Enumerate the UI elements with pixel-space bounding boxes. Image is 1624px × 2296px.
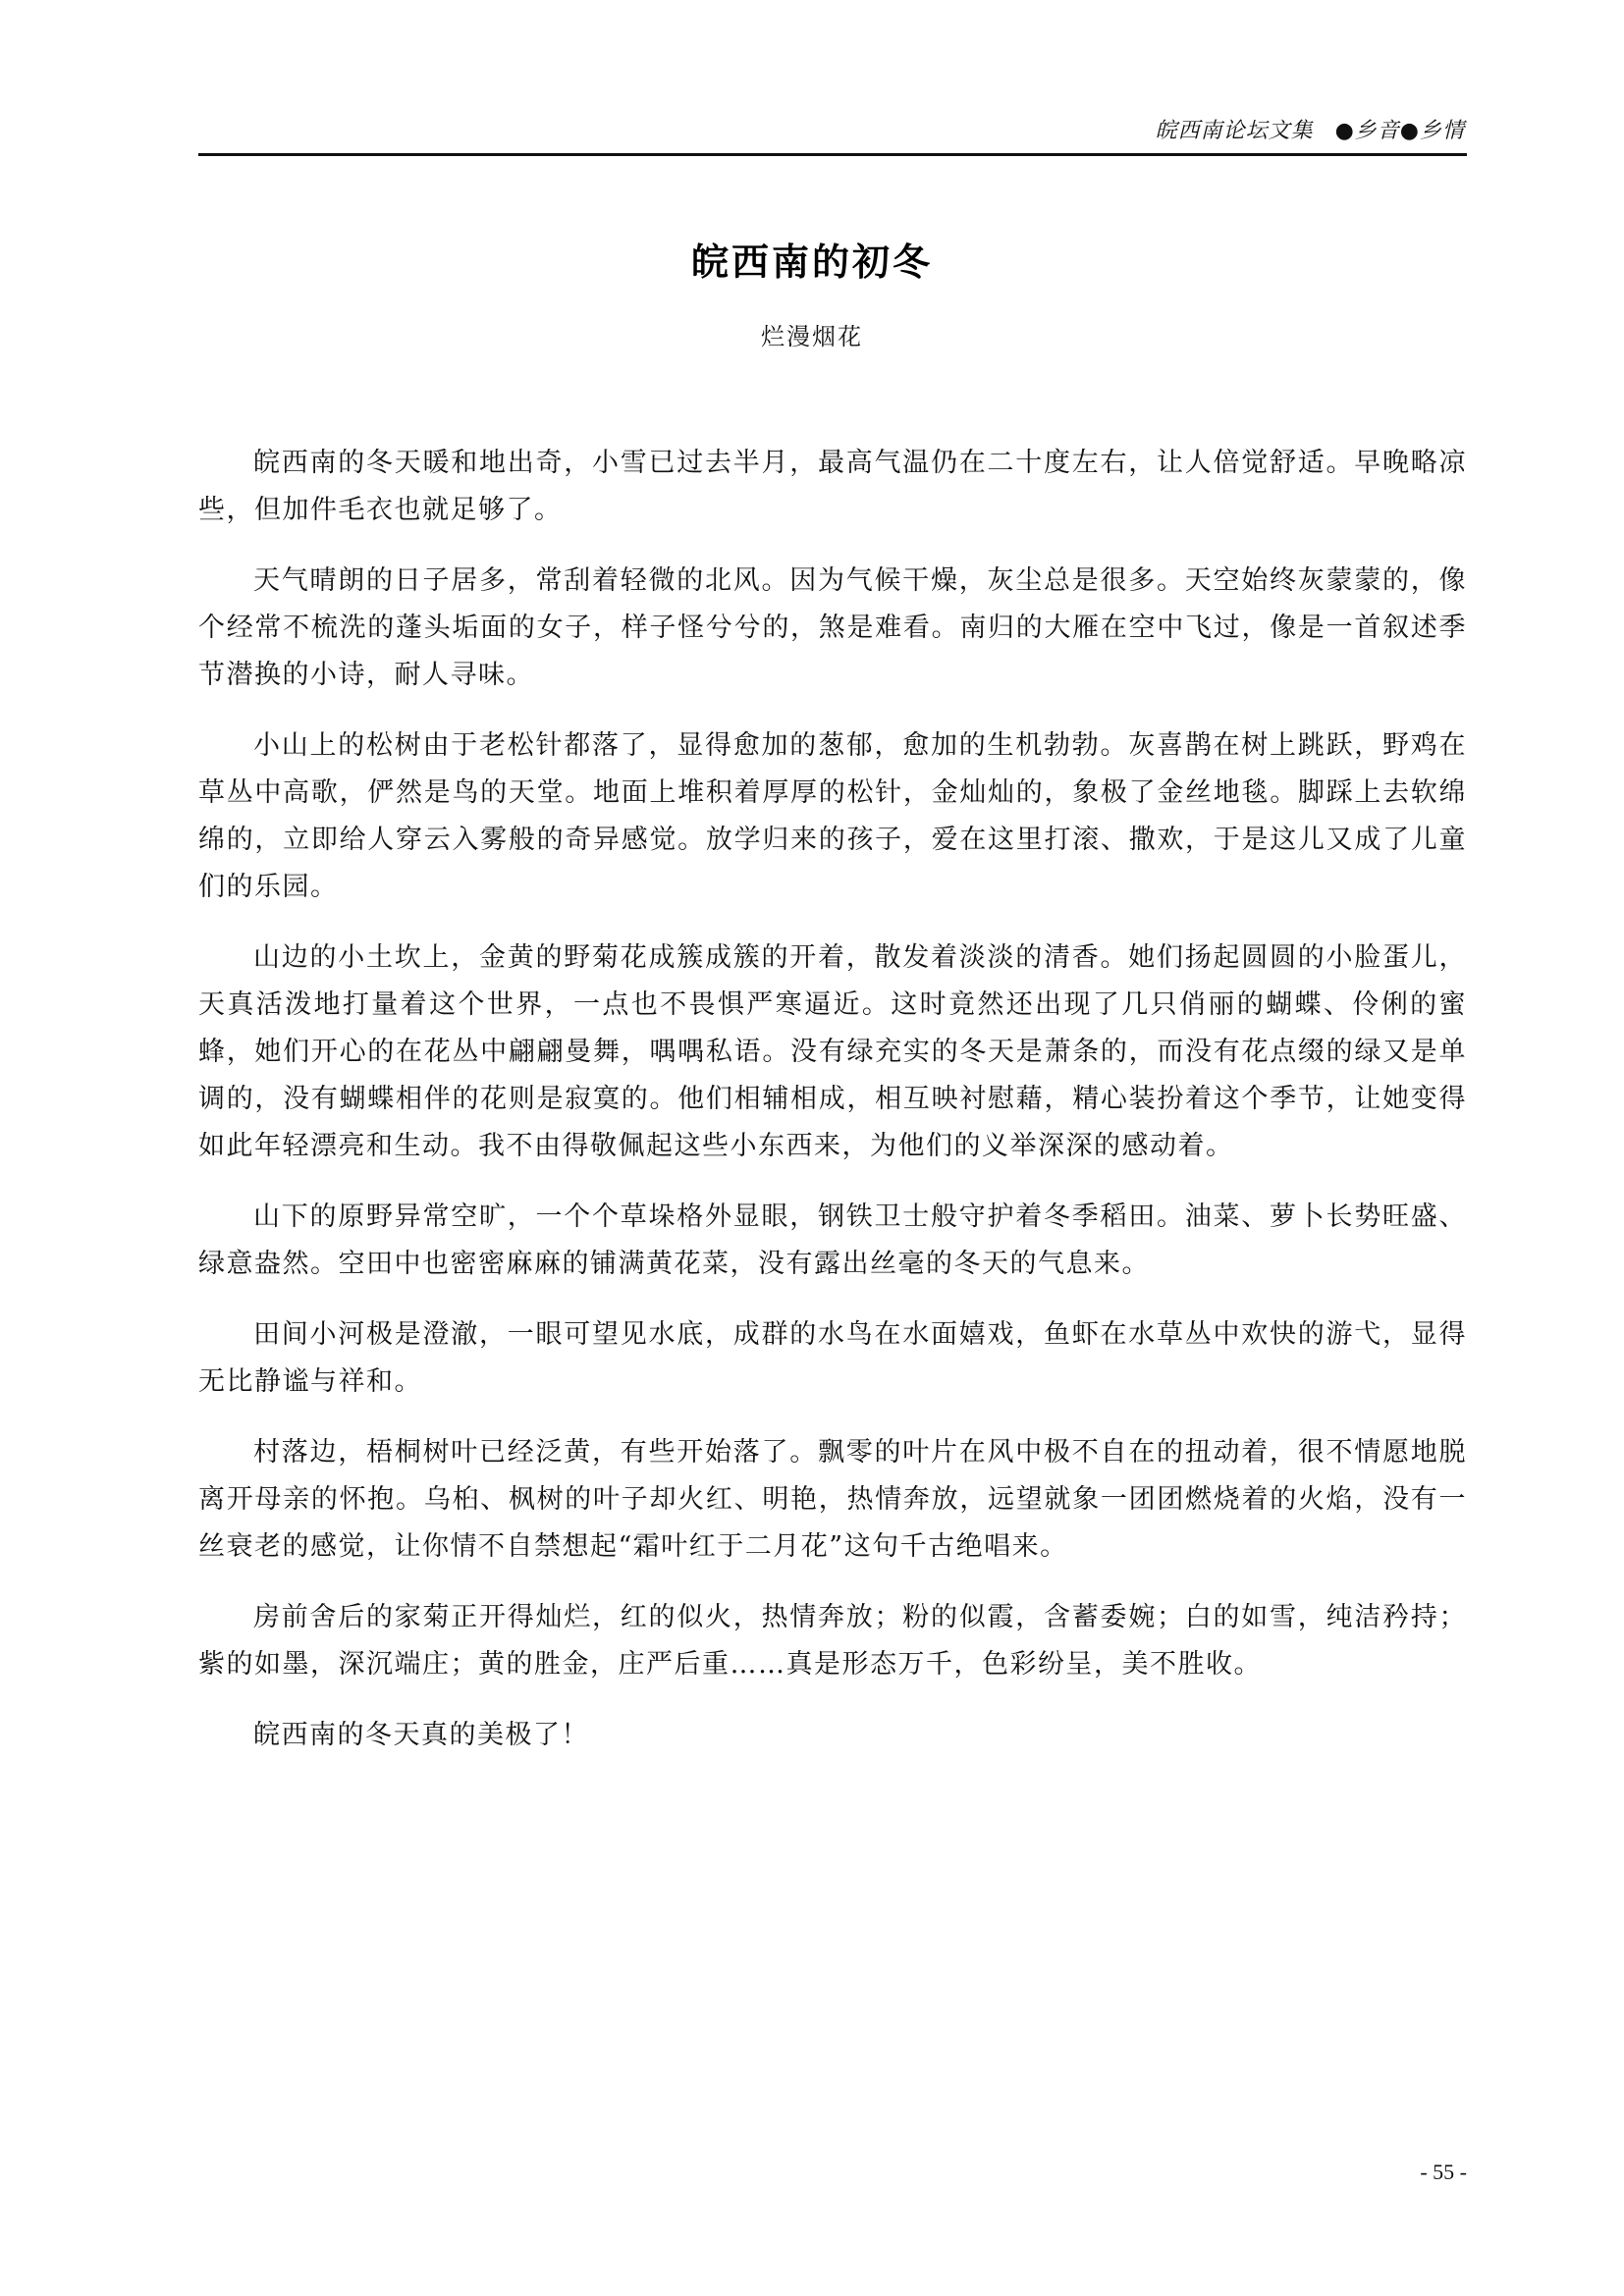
paragraph: 山下的原野异常空旷，一个个草垛格外显眼，钢铁卫士般守护着冬季稻田。油菜、萝卜长势旺盛、绿意盎然。空田中也密密麻麻的铺满黄花菜，没有露出丝毫的冬天的气息来。 — [198, 1201, 1467, 1279]
paragraph: 山边的小土坎上，金黄的野菊花成簇成簇的开着，散发着淡淡的清香。她们扬起圆圆的小脸蛋儿，天真活泼地打量着这个世界，一点也不畏惧严寒逼近。这时竟然还出现了几只俏丽的蝴蝶、伶俐的蜜蜂，她们开心的在花丛中翩翩曼舞，喁喁私语。没有绿充实的冬天是萧条的，而没有花点缀的绿又是单调的，没有蝴蝶相伴的花则是寂寞的。他们相辅相成，相互映衬慰藉，精心装扮着这个季节，让她变得如此年轻漂亮和生动。我不由得敬佩起这些小东西来，为他们的义举深深的感动着。 — [198, 942, 1467, 1161]
header-collection-title: 皖西南论坛文集 — [1155, 119, 1314, 143]
paragraph: 小山上的松树由于老松针都落了，显得愈加的葱郁，愈加的生机勃勃。灰喜鹊在树上跳跃，野鸡在草丛中高歌，俨然是鸟的天堂。地面上堆积着厚厚的松针，金灿灿的，象极了金丝地毯。脚踩上去软绵绵的，立即给人穿云入雾般的奇异感觉。放学归来的孩子，爱在这里打滚、撒欢，于是这儿又成了儿童们的乐园。 — [198, 730, 1467, 902]
paragraph: 皖西南的冬天暖和地出奇，小雪已过去半月，最高气温仍在二十度左右，让人倍觉舒适。早晚略凉些，但加件毛衣也就足够了。 — [198, 448, 1467, 525]
paragraph: 房前舍后的家菊正开得灿烂，红的似火，热情奔放；粉的似霞，含蓄委婉；白的如雪，纯洁矜持；紫的如墨，深沉端庄；黄的胜金，庄严后重……真是形态万千，色彩纷呈，美不胜收。 — [198, 1602, 1467, 1680]
header-section-marker-1: ●乡音 — [1334, 119, 1400, 143]
header-text — [1156, 114, 1465, 144]
header-section-marker-2: ●乡情 — [1399, 119, 1465, 143]
article-body — [198, 440, 1467, 1783]
running-header — [198, 108, 1467, 156]
page-number: - 55 - — [1420, 2160, 1467, 2184]
paragraph: 田间小河极是澄澈，一眼可望见水底，成群的水鸟在水面嬉戏，鱼虾在水草丛中欢快的游弋，显得无比静谧与祥和。 — [198, 1319, 1467, 1397]
paragraph: 村落边，梧桐树叶已经泛黄，有些开始落了。飘零的叶片在风中极不自在的扭动着，很不情愿地脱离开母亲的怀抱。乌桕、枫树的叶子却火红、明艳，热情奔放，远望就象一团团燃烧着的火焰，没有一丝衰老的感觉，让你情不自禁想起“霜叶红于二月花”这句千古绝唱来。 — [198, 1437, 1467, 1562]
article-author: 烂漫烟花 — [761, 323, 863, 350]
article-title: 皖西南的初冬 — [690, 240, 933, 284]
paragraph: 皖西南的冬天真的美极了！ — [253, 1720, 589, 1750]
paragraph: 天气晴朗的日子居多，常刮着轻微的北风。因为气候干燥，灰尘总是很多。天空始终灰蒙蒙的，像个经常不梳洗的蓬头垢面的女子，样子怪兮兮的，煞是难看。南归的大雁在空中飞过，像是一首叙述季节潜换的小诗，耐人寻味。 — [198, 565, 1467, 690]
